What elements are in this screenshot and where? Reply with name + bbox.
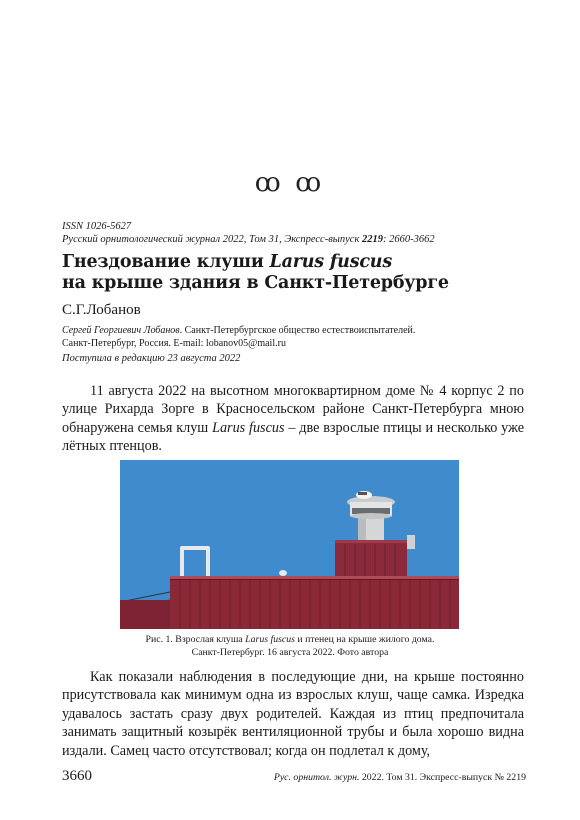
paragraph-2: Как показали наблюдения в последующие дни, на крыше постоянно присутствовала как минимум одна из взрослых клуш, чаще самка. Изредка удавалось застать сразу двух родителей. Каждая из птиц предпочитала занимать защитный козырёк вентиляционной трубы и была хорошо видна издали. Самец часто отсутствовал; когда он подлетал к дому,	[62, 669, 524, 759]
author-name: С.Г.Лобанов	[62, 302, 141, 318]
paragraph-1: 11 августа 2022 на высотном многоквартирном доме № 4 корпус 2 по улице Рихарда Зорге в Красносельском районе Санкт-Петербурга мною обнаружена семья клуш Larus fuscus – две взрослые птицы и несколько уже лётных птенцов.	[62, 383, 524, 455]
journal-header	[62, 220, 435, 246]
figure-caption: Рис. 1. Взрослая клуша Larus fuscus и птенец на крыше жилого дома. Санкт-Петербург. 16 августа 2022. Фото автора	[145, 634, 435, 658]
running-footer: Рус. орнитол. журн. 2022. Том 31. Экспресс-выпуск № 2219	[273, 772, 526, 783]
issn: ISSN 1026-5627	[62, 221, 132, 232]
article-title: Гнездование клуши Larus fuscus на крыше здания в Санкт-Петербурге	[62, 252, 449, 293]
author-affiliation: Сергей Георгиевич Лобанов. Санкт-Петербургское общество естествоиспытателей. Санкт-Петербург, Россия. E-mail: lobanov05@mail.ru	[62, 325, 416, 349]
rooftop-gull-photo	[120, 460, 459, 629]
figure-photo	[120, 460, 459, 629]
page-number: 3660	[62, 768, 92, 784]
journal-citation: Русский орнитологический журнал 2022, Том 31, Экспресс-выпуск 2219: 2660-3662	[62, 234, 435, 245]
received-date: Поступила в редакцию 23 августа 2022	[62, 353, 241, 364]
section-ornament: ꝏ ꝏ	[254, 168, 326, 197]
